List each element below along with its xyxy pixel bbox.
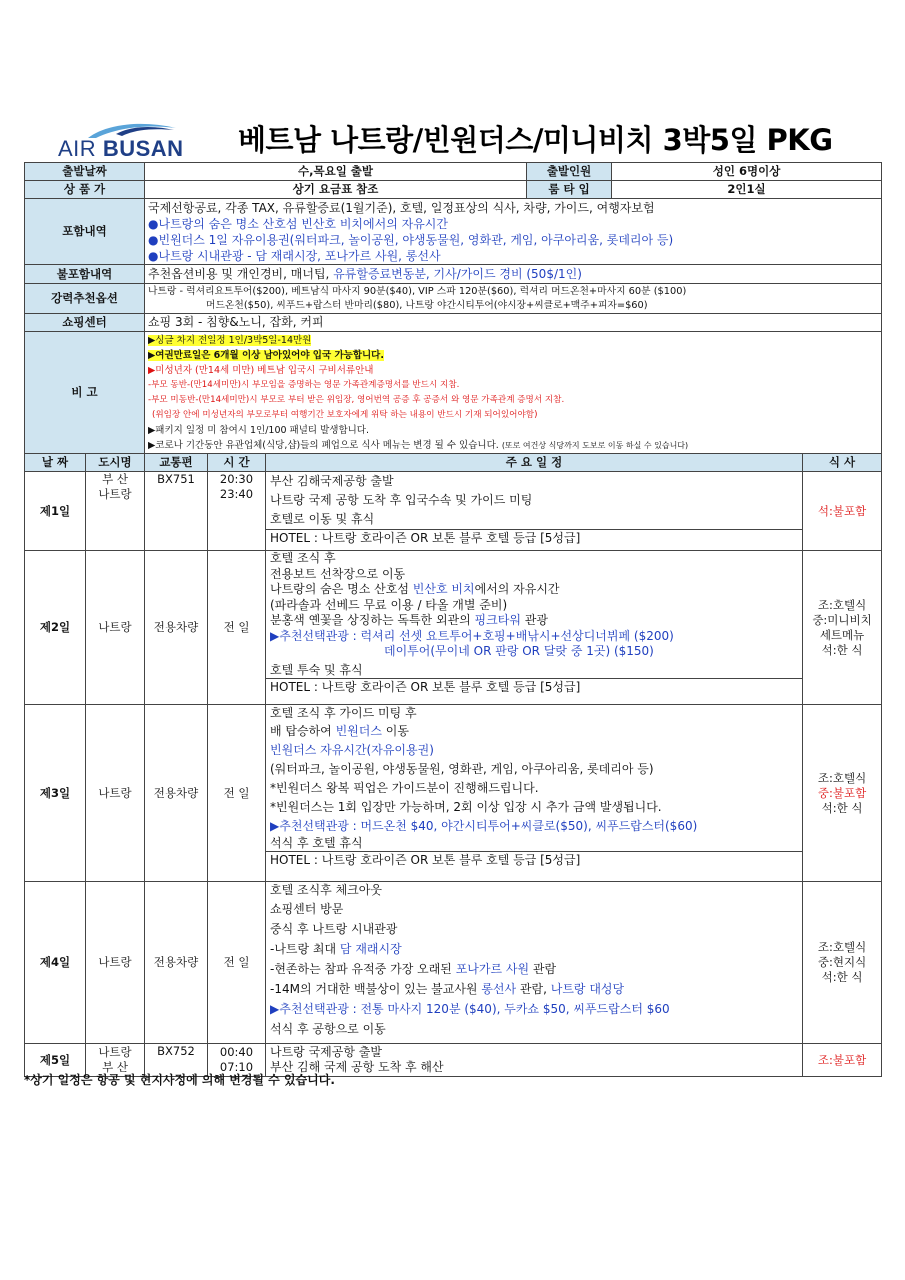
hotel-line: HOTEL : 나트랑 호라이즌 OR 보톤 블루 호텔 등급 [5성급]	[266, 678, 802, 695]
plan-line: 전용보트 선착장으로 이동	[270, 566, 406, 581]
plan-text: 분홍색 옌꽃을 상징하는 독특한 외관의	[270, 613, 475, 627]
hotel-line: HOTEL : 나트랑 호라이즌 OR 보톤 블루 호텔 등급 [5성급]	[266, 529, 802, 546]
plan-line: 쇼핑센터 방문	[270, 902, 344, 916]
plan-option-line: 데이투어(무이네 OR 판랑 OR 달랏 중 1곳) ($150)	[384, 644, 654, 658]
plan-cell	[266, 1044, 803, 1077]
plan-line: 석식 후 호텔 휴식	[270, 836, 363, 850]
plan-line: (워터파크, 놀이공원, 야생동물원, 영화관, 게임, 아쿠아리움, 롯데리아 등)	[270, 762, 654, 776]
plan-line: 부산 김해 국제 공항 도착 후 해산	[270, 1060, 444, 1074]
plan-line: 나트랑 국제 공항 도착 후 입국수속 및 가이드 미팅	[270, 493, 533, 507]
remark-line: ▶패키지 일정 미 참여시 1인/100 패널티 발생합니다.	[148, 425, 370, 436]
plan-text: -나트랑 최대	[270, 942, 340, 956]
day-row	[25, 705, 882, 882]
remark-line: -부모 미동반-(만14세미만)시 부모로 부터 받은 위임장, 영어번역 공증 후 공증서 와 영문 가족관계 증명서 지참.	[148, 395, 565, 405]
meal-line: 조:호텔식	[817, 597, 867, 612]
transport-cell: BX752	[145, 1044, 208, 1077]
time-value: 00:40	[219, 1045, 254, 1059]
remark-covid-small: (또로 여건상 식당까지 도보로 이동 하실 수 있습니다)	[501, 441, 689, 450]
plan-line	[270, 979, 798, 999]
room-label: 룸 타 입	[527, 181, 612, 199]
col-day: 날 짜	[25, 454, 86, 472]
hotel-line: HOTEL : 나트랑 호라이즌 OR 보톤 블루 호텔 등급 [5성급]	[266, 851, 802, 868]
time-value: 07:10	[219, 1060, 254, 1074]
price-label: 상 품 가	[25, 181, 145, 199]
pax-label: 출발인원	[527, 163, 612, 181]
meal-cell	[803, 882, 882, 1044]
plan-line	[270, 959, 798, 979]
plan-line	[266, 582, 802, 598]
row-remarks	[25, 332, 882, 454]
plan-line: 빈원더스 자유시간(자유이용권)	[270, 743, 434, 757]
plan-line: 호텔 조식후 체크아웃	[270, 883, 382, 897]
plan-highlight: 빈원더스	[335, 724, 382, 738]
include-line: 국제선항공료, 각종 TAX, 유류할증료(1월기준), 호텔, 일정표상의 식사, 차량, 가이드, 여행자보험	[148, 200, 655, 215]
city-cell: 나트랑	[86, 882, 145, 1044]
exclude-text: 추천옵션비용 및 개인경비, 매너팁,	[148, 266, 334, 281]
exclude-text-blue: 유류할증료변동분, 기사/가이드 경비 (50$/1인)	[333, 266, 582, 281]
include-line: ●빈원더스 1일 자유이용권(워터파크, 놀이공원, 야생동물원, 영화관, 게임, 아쿠아리움, 롯데리아 등)	[148, 232, 674, 247]
day-row	[25, 551, 882, 705]
plan-text: 에서의 자유시간	[474, 582, 560, 596]
plan-line: 석식 후 공항으로 이동	[270, 1022, 386, 1036]
shop-value: 쇼핑 3회 - 침향&노니, 잡화, 커피	[145, 314, 882, 332]
option-line: 나트랑 - 럭셔리요트투어($200), 베트남식 마사지 90분($40), VIP 스파 120분($60), 럭셔리 머드온천+마사지 60분 ($100)	[148, 285, 687, 297]
remark-line	[148, 348, 878, 363]
remark-line: ▶미성년자 (만14세 미만) 베트남 입국시 구비서류안내	[148, 365, 374, 376]
plan-text: -14M의 거대한 백불상이 있는 불교사원	[270, 982, 482, 996]
plan-cell	[266, 705, 803, 882]
row-departure	[25, 163, 882, 181]
remark-passport: ▶여권만료일은 6개월 이상 남아있어야 입국 가능합니다.	[148, 350, 384, 361]
plan-line: *빈원더스는 1회 입장만 가능하며, 2회 이상 입장 시 추가 금액 발생됩니다.	[270, 800, 662, 814]
day-row	[25, 472, 882, 551]
plan-line: 호텔 조식 후 가이드 미팅 후	[270, 706, 417, 720]
air-busan-logo	[58, 122, 186, 162]
transport-cell: 전용차량	[145, 705, 208, 882]
option-label: 강력추천옵션	[25, 284, 145, 314]
meal-cell: 석:불포함	[803, 472, 882, 551]
col-time: 시 간	[208, 454, 266, 472]
plan-line: (파라솔과 선베드 무료 이용 / 타올 개별 준비)	[270, 597, 508, 612]
plan-text: 이동	[381, 724, 409, 738]
meal-cell: 조:불포함	[803, 1044, 882, 1077]
city-name: 나트랑	[98, 487, 132, 501]
transport-cell: BX751	[145, 472, 208, 551]
plan-cell	[266, 472, 803, 551]
remark-line	[148, 333, 878, 348]
city-name: 부 산	[102, 1060, 128, 1074]
plan-highlight: 롱선사	[481, 982, 517, 996]
remark-label: 비 고	[25, 332, 145, 454]
time-value: 23:40	[219, 487, 254, 501]
meal-line: 중:미니비치	[812, 612, 872, 627]
include-line: ●나트랑의 숨은 명소 산호섬 빈산호 비치에서의 자유시간	[148, 216, 448, 231]
plan-line: *빈원더스 왕복 픽업은 가이드분이 진행해드립니다.	[270, 781, 539, 795]
city-cell: 나트랑	[86, 705, 145, 882]
plan-text: -현존하는 참파 유적중 가장 오래된	[270, 962, 456, 976]
time-cell: 전 일	[208, 551, 266, 705]
departure-label: 출발날짜	[25, 163, 145, 181]
day-label: 제2일	[25, 551, 86, 705]
plan-line: 호텔 투숙 및 휴식	[270, 662, 363, 677]
transport-cell: 전용차량	[145, 882, 208, 1044]
include-label: 포함내역	[25, 199, 145, 265]
option-line: 머드온천($50), 씨푸드+랍스터 반마리($80), 나트랑 야간시티투어(야시장+씨클로+맥주+피자=$60)	[206, 299, 648, 311]
plan-cell	[266, 551, 803, 705]
city-cell: 나트랑	[86, 551, 145, 705]
city-name: 부 산	[102, 472, 128, 486]
option-value	[145, 284, 882, 314]
plan-line	[266, 722, 802, 741]
remark-line	[148, 438, 878, 453]
logo-wordmark: AIR BUSAN	[58, 136, 184, 161]
day-label: 제1일	[25, 472, 86, 551]
time-value: 20:30	[219, 472, 254, 486]
plan-text: 배 탑승하여	[270, 724, 336, 738]
remark-line: -부모 동반-(만14세미만)시 부모임을 증명하는 영문 가족관계증명서를 반드시 지참.	[148, 380, 460, 390]
meal-line: 석:한 식	[821, 970, 863, 984]
day-label: 제3일	[25, 705, 86, 882]
meal-line: 중:불포함	[817, 785, 867, 800]
city-cell	[86, 472, 145, 551]
meal-line: 중:현지식	[817, 955, 867, 969]
row-price	[25, 181, 882, 199]
exclude-label: 불포함내역	[25, 265, 145, 284]
meal-line: 조:호텔식	[817, 940, 867, 954]
col-meal: 식 사	[803, 454, 882, 472]
meal-line: 세트메뉴	[819, 627, 865, 642]
plan-line	[266, 613, 802, 629]
row-shopping	[25, 314, 882, 332]
plan-line: 호텔로 이동 및 휴식	[270, 512, 375, 526]
remark-line: (위임장 안에 미성년자의 부모로부터 여행기간 보호자에게 위탁 하는 내용이 반드시 기재 되어있어야함)	[152, 410, 538, 420]
meal-line: 석:한 식	[821, 642, 863, 657]
plan-text: 관람	[529, 962, 557, 976]
time-cell: 전 일	[208, 882, 266, 1044]
row-options	[25, 284, 882, 314]
pax-value: 성인 6명이상	[612, 163, 882, 181]
col-transport: 교통편	[145, 454, 208, 472]
plan-highlight: 핑크타워	[474, 613, 521, 627]
day-row	[25, 882, 882, 1044]
time-cell	[208, 472, 266, 551]
plan-highlight: 나트랑 대성당	[550, 982, 625, 996]
include-content	[145, 199, 882, 265]
plan-highlight: 담 재래시장	[339, 942, 402, 956]
row-include	[25, 199, 882, 265]
day-label: 제4일	[25, 882, 86, 1044]
plan-text: 관람,	[516, 982, 551, 996]
plan-option-line: ▶추천선택관광 : 전통 마사지 120분 ($40), 두카쇼 $50, 씨푸드랍스터 $60	[270, 1002, 670, 1016]
plan-highlight: 빈산호 비치	[412, 582, 475, 596]
footer-note: *상기 일정은 항공 및 현지사정에 의해 변경될 수 있습니다.	[24, 1073, 335, 1087]
plan-text: 나트랑의 숨은 명소 산호섬	[270, 582, 413, 596]
plan-option-line: ▶추천선택관광 : 럭셔리 선셋 요트투어+호핑+배낚시+선상디너뷔페 ($200)	[270, 628, 674, 643]
remark-single: ▶싱글 차지 전일정 1인/3박5일-14만원	[148, 335, 312, 346]
meal-cell	[803, 705, 882, 882]
itinerary-table	[24, 162, 882, 1077]
day-label: 제5일	[25, 1044, 86, 1077]
city-name: 나트랑	[98, 1045, 132, 1059]
plan-line	[270, 939, 798, 959]
meal-line: 석:한 식	[821, 800, 863, 815]
col-city: 도시명	[86, 454, 145, 472]
page-title: 베트남 나트랑/빈원더스/미니비치 3박5일 PKG	[238, 123, 833, 157]
time-cell: 전 일	[208, 705, 266, 882]
exclude-value	[145, 265, 882, 284]
meal-cell	[803, 551, 882, 705]
remark-content	[145, 332, 882, 454]
plan-line: 나트랑 국제공항 출발	[270, 1045, 382, 1059]
plan-line: 부산 김해국제공항 출발	[270, 474, 394, 488]
meal-line: 조:호텔식	[817, 770, 867, 785]
include-line: ●나트랑 시내관광 - 담 재래시장, 포나가르 사원, 롱선사	[148, 248, 441, 263]
plan-text: 관광	[520, 613, 548, 627]
departure-value: 수,목요일 출발	[145, 163, 527, 181]
room-value: 2인1실	[612, 181, 882, 199]
schedule-header-row	[25, 454, 882, 472]
shop-label: 쇼핑센터	[25, 314, 145, 332]
row-exclude	[25, 265, 882, 284]
plan-cell	[266, 882, 803, 1044]
col-plan: 주 요 일 정	[266, 454, 803, 472]
transport-cell: 전용차량	[145, 551, 208, 705]
plan-highlight: 포나가르 사원	[455, 962, 530, 976]
plan-option-line: ▶추천선택관광 : 머드온천 $40, 야간시티투어+씨클로($50), 씨푸드랍스터($60)	[270, 819, 698, 833]
plan-line: 호텔 조식 후	[270, 551, 336, 565]
remark-covid: ▶코로나 기간동안 유관업체(식당,샵)들의 폐업으로 식사 메뉴는 변경 될 수 있습니다.	[148, 440, 499, 451]
price-value: 상기 요금표 참조	[145, 181, 527, 199]
plan-line: 중식 후 나트랑 시내관광	[270, 922, 398, 936]
